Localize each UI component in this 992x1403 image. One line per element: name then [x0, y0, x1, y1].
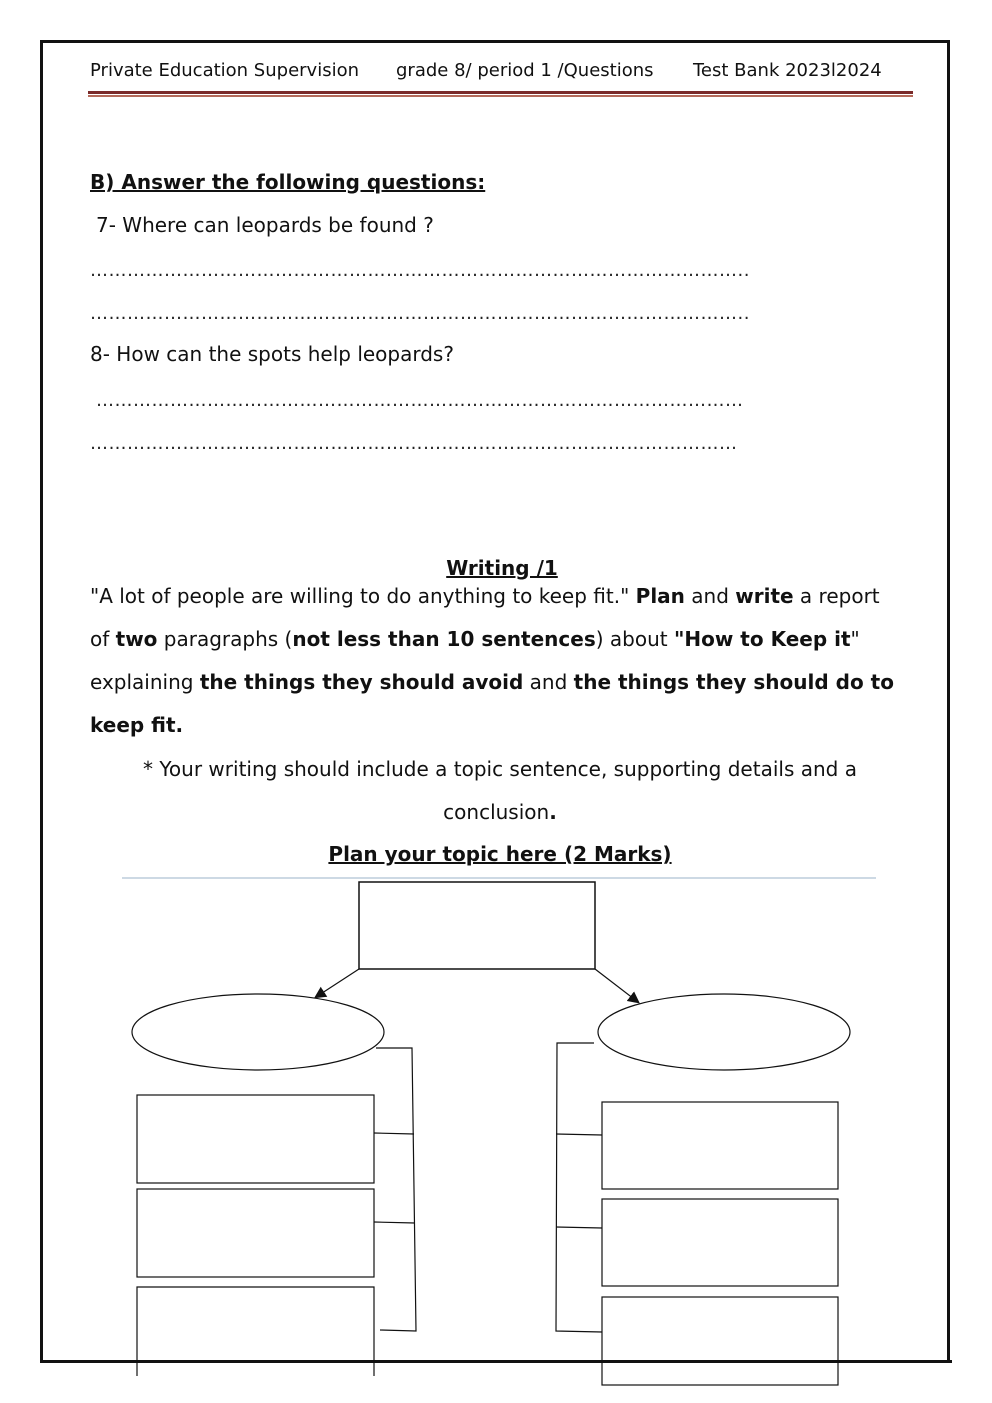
right-detail-box-1[interactable]	[602, 1102, 838, 1189]
prompt-text: a report of	[90, 584, 880, 651]
section-b-title: B) Answer the following questions:	[90, 170, 486, 194]
prompt-bold-topic: "How to Keep it	[673, 627, 851, 651]
left-detail-box-3[interactable]	[137, 1287, 374, 1376]
note-end: .	[549, 800, 557, 824]
arrow-left	[316, 969, 359, 997]
right-connector-tick	[556, 1134, 602, 1135]
prompt-bold-avoid: the things they should avoid	[199, 670, 524, 694]
do-oval[interactable]	[598, 994, 850, 1070]
header-left: Private Education Supervision	[90, 60, 359, 81]
prompt-bold-do: the things they should do to keep fit.	[90, 670, 894, 737]
writing-title-text: Writing /1	[446, 556, 558, 580]
prompt-bold-plan: Plan	[635, 584, 685, 608]
note-text: * Your writing should include a topic sentence, supporting details and a conclusion	[143, 757, 857, 824]
header-middle: grade 8/ period 1 /Questions	[396, 60, 654, 81]
plan-title-text: Plan your topic here (2 Marks)	[328, 842, 672, 866]
left-detail-box-1[interactable]	[137, 1095, 374, 1183]
prompt-text: and	[523, 670, 574, 694]
left-connector-tick	[374, 1133, 414, 1134]
prompt-text: ) about	[595, 627, 674, 651]
answer-line-7b[interactable]: ……………………………………………………………………………………………..	[90, 303, 750, 324]
prompt-text: paragraphs (	[157, 627, 293, 651]
header-right: Test Bank 2023l2024	[693, 60, 882, 81]
prompt-text: "A lot of people are willing to do anything to keep fit."	[90, 584, 636, 608]
left-detail-box-2[interactable]	[137, 1189, 374, 1277]
right-connector-tick	[556, 1227, 602, 1228]
topic-box[interactable]	[359, 882, 595, 969]
right-detail-box-2[interactable]	[602, 1199, 838, 1286]
prompt-text: " explaining	[90, 627, 860, 694]
avoid-oval[interactable]	[132, 994, 384, 1070]
question-8: 8- How can the spots help leopards?	[90, 342, 454, 366]
right-connector	[556, 1043, 602, 1332]
arrow-right	[595, 969, 638, 1002]
prompt-bold-sentences: not less than 10 sentences	[292, 627, 596, 651]
answer-line-8a[interactable]: ……………………………………………………………………………………………	[96, 390, 744, 411]
answer-line-7a[interactable]: ……………………………………………………………………………………………..	[90, 260, 750, 281]
prompt-bold-two: two	[115, 627, 158, 651]
left-connector	[376, 1048, 416, 1331]
question-7: 7- Where can leopards be found ?	[96, 213, 434, 237]
left-connector-tick	[374, 1222, 415, 1223]
answer-line-8b[interactable]: ……………………………………………………………………………………………	[90, 433, 738, 454]
prompt-text: and	[684, 584, 736, 608]
right-detail-box-3[interactable]	[602, 1297, 838, 1385]
prompt-bold-write: write	[735, 584, 794, 608]
